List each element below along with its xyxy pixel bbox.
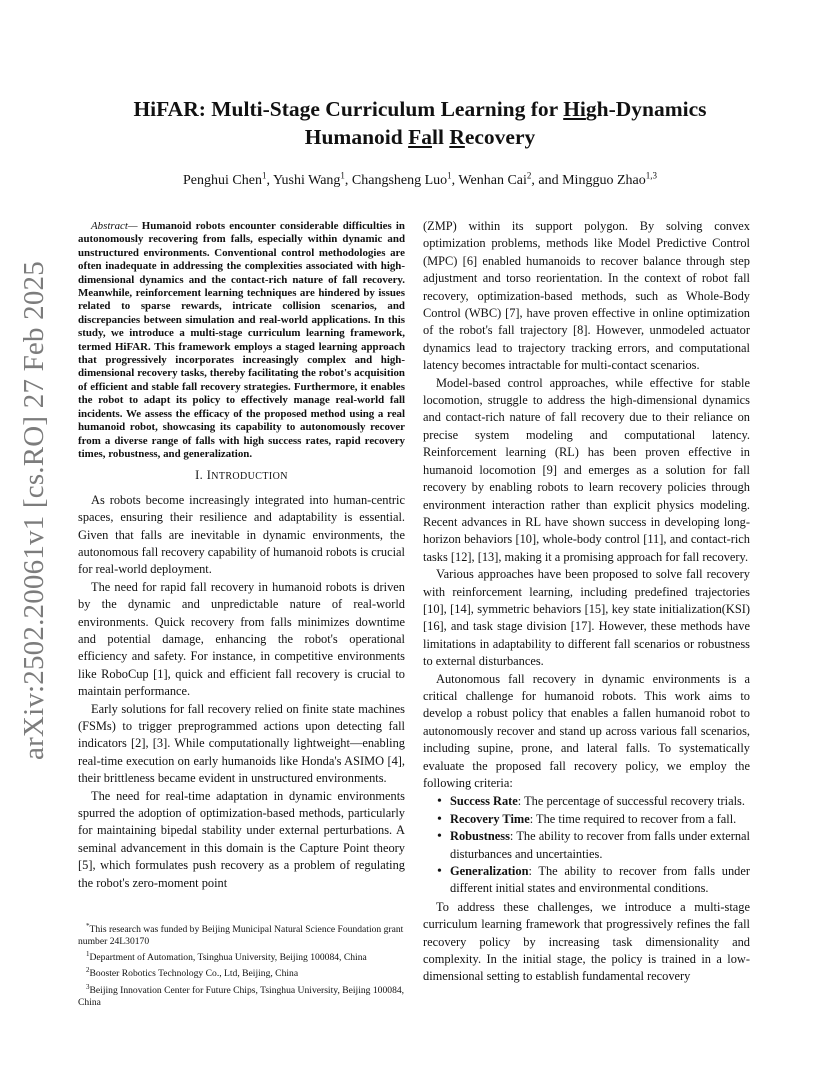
author-affiliation: 1 <box>261 170 267 180</box>
criteria-item <box>450 828 750 863</box>
footnote-text: This research was funded by Beijing Municipal Natural Science Foundation grant number 24L30170 <box>78 924 404 948</box>
footnote-text: Department of Automation, Tsinghua University, Beijing 100084, China <box>89 952 367 964</box>
author-list <box>70 170 770 189</box>
criteria-desc: : The ability to recover from falls under different initial states and environmental conditions. <box>450 864 750 896</box>
title-text: HiFAR: Multi-Stage Curriculum Learning for <box>133 97 564 121</box>
body-paragraph: Autonomous fall recovery in dynamic environments is a critical challenge for humanoid robots. This work aims to develop a robust policy that enables a fallen humanoid robot to autonomously recover and stand up across various fall scenarios, including supine, prone, and lateral falls. To systematically evaluate the proposed fall recovery policy, we employ the following criteria: <box>423 671 750 790</box>
footnote <box>78 920 405 948</box>
body-paragraph: Various approaches have been proposed to solve fall recovery with reinforcement learning, including predefined trajectories [10], [14], symmetric behaviors [15], key state initialization(KSI) [16], and task stage division [17]. However, these methods have limitations in adaptability to different fall scenarios or robustness to external disturbances. <box>423 567 750 669</box>
title-line1 <box>133 97 706 121</box>
author-separator: , <box>266 172 273 188</box>
abstract-body: Humanoid robots encounter considerable difficulties in autonomously recovering from falls, especially within dynamic and unstructured environments. Conventional control methodologies are often inadequate in addressing the complexities associated with high-dimensional dynamics and the contact-rich nature of fall recovery. Meanwhile, reinforcement learning techniques are hindered by issues related to sparse rewards, intricate collision scenarios, and discrepancies between simulation and real-world applications. In this study, we introduce a multi-stage curriculum learning framework, termed HiFAR. This framework employs a staged learning approach that progressively incorporates increasingly complex and high-dimensional recovery tasks, thereby facilitating the robot's acquisition of efficient and stable fall recovery strategies. Furthermore, it enables the robot to adapt its policy to effectively manage real-world fall incidents. We assess the efficacy of the proposed method using a real humanoid robot, showcasing its capability to autonomously recover from a diverse range of falls with high success rates, rapid recovery times, robustness, and generalization. <box>78 220 405 460</box>
criteria-list <box>423 793 750 897</box>
footnote-text: Beijing Innovation Center for Future Chips, Tsinghua University, Beijing 100084, China <box>78 984 405 1008</box>
author-separator: , <box>344 172 352 188</box>
footnote <box>78 981 405 1009</box>
body-paragraph: The need for real-time adaptation in dynamic environments spurred the adoption of optimization-based methods, particularly for maintaining bipedal stability under external perturbations. A seminal advancement in this domain is the Capture Point theory [5], which formulates push recovery as a problem of regulating the robot's zero-moment point <box>78 788 405 890</box>
body-paragraph: (ZMP) within its support polygon. By solving convex optimization problems, methods like Model Predictive Control (MPC) [6] enabled humanoids to recover balance through step adjustment and torso reorientation. In the context of robot fall recovery, optimization-based methods, such as Whole-Body Control (WBC) [7], have proven effective in online optimization of the robot's fall trajectory [8]. However, unmodeled actuator dynamics lead to trajectory tracking errors, and computational latency becomes intractable for multi-contact scenarios. <box>423 219 750 373</box>
author-affiliation: 1 <box>447 170 452 180</box>
section-heading-introduction <box>78 467 405 485</box>
right-column <box>423 218 750 986</box>
body-paragraph: To address these challenges, we introduce a multi-stage curriculum learning framework that progressively refines the fall recovery policy by increasing task dimensionality and complexity. In the initial stage, the policy is trained in a low-dimensional setting to establish fundamental recovery <box>423 899 750 984</box>
footnote-text: Booster Robotics Technology Co., Ltd, Beijing, China <box>89 968 299 980</box>
criteria-item <box>450 863 750 898</box>
footnote <box>78 964 405 980</box>
title-text: gh-Dynamics <box>585 97 707 121</box>
footnote-mark: 1 <box>86 950 90 959</box>
author-name: Mingguo Zhao <box>562 172 646 188</box>
footnote-mark: 2 <box>86 966 90 975</box>
footnote-mark: 3 <box>86 982 90 991</box>
paper-title <box>70 95 770 151</box>
title-text: Humanoid <box>304 125 409 149</box>
author <box>562 170 657 188</box>
author-separator: , <box>451 172 459 188</box>
criteria-item <box>450 811 750 828</box>
criteria-desc: : The ability to recover from falls under external disturbances and uncertainties. <box>450 829 750 861</box>
author <box>351 170 459 188</box>
title-line2 <box>305 125 536 149</box>
section-title-initial: I <box>206 468 212 483</box>
author <box>458 170 563 188</box>
body-paragraph: As robots become increasingly integrated into human-centric spaces, ensuring their resilience and adaptability is essential. Given that falls are inevitable in dynamic environments, the autonomous fall recovery capability of humanoid robots is crucial for real-world deployment. <box>78 492 405 577</box>
arxiv-identifier: arXiv:2502.20061v1 [cs.RO] 27 Feb 2025 <box>18 261 50 760</box>
abstract <box>78 220 405 461</box>
author-separator: , and <box>531 172 563 188</box>
author <box>183 170 273 188</box>
body-paragraph: Model-based control approaches, while effective for stable locomotion, struggle to address the high-dimensional dynamics and contact-rich nature of fall recovery due to their reliance on precise system modeling and computational latency. Reinforcement learning (RL) has been proven effective in humanoid locomotion [9] and emerges as a solution for fall recovery by enabling robots to learn recovery policies through environment interaction rather than explicit physics modeling. Recent advances in RL have shown success in developing long-horizon behaviors [10], whole-body control [11], and contact-rich tasks [12], [13], making it a promising approach for fall recovery. <box>423 375 750 564</box>
author-name: Penghui Chen <box>183 172 262 188</box>
author-affiliation: 2 <box>526 170 532 180</box>
criteria-desc: : The time required to recover from a fall. <box>529 811 737 826</box>
title-text: ecovery <box>464 125 536 149</box>
criteria-desc: : The percentage of successful recovery trials. <box>517 794 745 809</box>
body-paragraph: Early solutions for fall recovery relied on finite state machines (FSMs) to trigger preprogrammed actions upon detecting fall indicators [2], [3]. While computationally lightweight—enabling real-time execution on early humanoids like Honda's ASIMO [4], their brittleness became evident in unstructured environments. <box>78 701 405 786</box>
title-underline: Fa <box>408 125 432 149</box>
criteria-term: Success Rate <box>450 794 518 809</box>
author-name: Changsheng Luo <box>351 172 448 188</box>
body-paragraph: The need for rapid fall recovery in humanoid robots is driven by the dynamic and unpredictable nature of real-world environments. Quick recovery from falls minimizes downtime and potential damage, enhancing the robot's operational efficiency and safety. For instance, in competitive environments like RoboCup [1], quick and efficient fall recovery is crucial to maintain performance. <box>78 579 405 699</box>
abstract-lead: Abstract— <box>91 220 138 232</box>
author-affiliation: 1,3 <box>645 170 657 180</box>
title-underline: Hi <box>563 97 586 121</box>
section-title-rest: NTRODUCTION <box>211 471 288 483</box>
author-affiliation: 1 <box>340 170 345 180</box>
footnote <box>78 948 405 964</box>
title-text: ll <box>431 125 450 149</box>
criteria-term: Recovery Time <box>450 811 530 826</box>
footnotes <box>78 920 405 1009</box>
criteria-term: Robustness <box>450 829 510 844</box>
section-number: I. <box>195 468 207 483</box>
author-name: Yushi Wang <box>272 172 341 188</box>
left-column <box>78 220 405 892</box>
footnote-mark: * <box>86 922 90 930</box>
title-underline: R <box>449 125 465 149</box>
author-name: Wenhan Cai <box>458 172 527 188</box>
criteria-term: Generalization <box>450 864 529 879</box>
criteria-item <box>450 793 750 810</box>
author <box>272 170 352 188</box>
